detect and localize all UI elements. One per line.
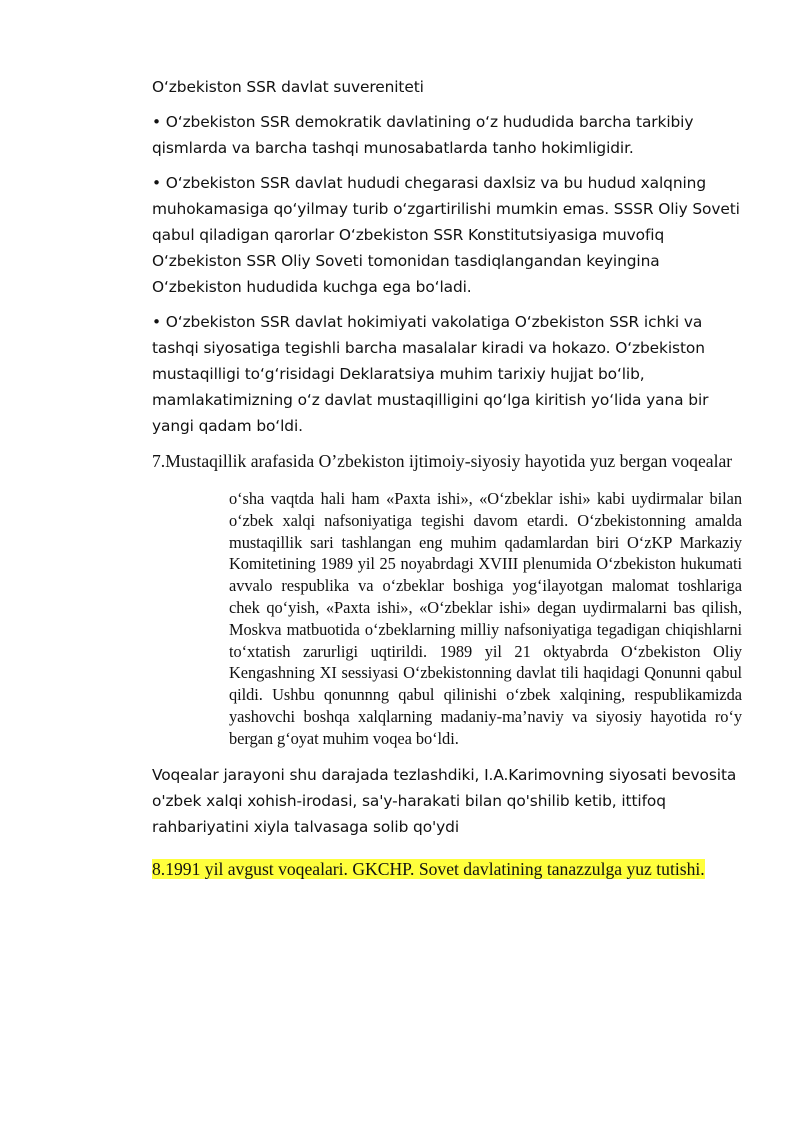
- document-content: [152, 74, 752, 882]
- bullet-paragraph-3: • O‘zbekiston SSR davlat hokimiyati vakolatiga O‘zbekiston SSR ichki va tashqi siyosatiga tegishli barcha masalalar kiradi va hokazo. O‘zbekiston mustaqilligi to‘g‘risidagi Deklaratsiya muhim tarixiy hujjat bo‘lib, mamlakatimizning o‘z davlat mustaqilligini qo‘lga kiritish yo‘lida yana bir yangi qadam bo‘ldi.: [152, 313, 709, 435]
- paragraph-after-quote: Voqealar jarayoni shu darajada tezlashdiki, I.A.Karimovning siyosati bevosita o'zbek xalqi xohish-irodasi, sa'y-harakati bilan qo'shilib ketib, ittifoq rahbariyatini xiyla talvasaga solib qo'ydi: [152, 765, 737, 836]
- heading-8-container: [152, 856, 712, 882]
- heading-8-highlighted: 8.1991 yil avgust voqealari. GKCHP. Sovet davlatining tanazzulga yuz tutishi.: [152, 858, 705, 879]
- bullet-paragraph-2: • O‘zbekiston SSR davlat hududi chegarasi daxlsiz va bu hudud xalqning muhokamasiga qo‘yilmay turib o‘zgartirilishi mumkin emas. SSSR Oliy Soveti qabul qiladigan qarorlar O‘zbekiston SSR Konstitutsiyasiga muvofiq O‘zbekiston SSR Oliy Soveti tomonidan tasdiqlangandan keyingina O‘zbekiston hududida kuchga ega bo‘ladi.: [152, 174, 740, 296]
- indented-quote-paragraph: o‘sha vaqtda hali ham «Paxta ishi», «O‘zbeklar ishi» kabi uydirmalar bilan o‘zbek xalqi nafsoniyatiga tegishi davom etardi. O‘zbekistonning amalda mustaqillik sari tashlangan eng muhim qadamlardan biri O‘zKP Markaziy Komitetining 1989 yil 25 noyabrdagi XVIII plenumida O‘zbekiston hukumati avvalo respublika va o‘zbeklar boshiga yog‘ilayotgan malomat toshlariga chek qo‘yish, «Paxta ishi», «O‘zbeklar ishi» degan uydirmalarni bas qilish, Moskva matbuotida o‘zbeklarning milliy nafsoniyatiga tegadigan chiqishlarni to‘xtatish zarurligi uqtirildi. 1989 yil 21 oktyabrda O‘zbekiston Oliy Kengashning XI sessiyasi O‘zbekistonning davlat tili haqidagi Qonunni qabul qildi. Ushbu qonunnng qabul qilinishi o‘zbek xalqining, respublikamizda yashovchi boshqa xalqlarning madaniy-ma’naviy va siyosiy hayotida ro‘y bergan g‘oyat muhim voqea bo‘ldi.: [229, 489, 742, 748]
- heading-7: 7.Mustaqillik arafasida O’zbekiston ijtimoiy-siyosiy hayotida yuz bergan voqealar: [152, 451, 733, 471]
- section-title: O‘zbekiston SSR davlat suvereniteti: [152, 78, 424, 96]
- bullet-paragraph-1: • O‘zbekiston SSR demokratik davlatining o‘z hududida barcha tarkibiy qismlarda va barcha tashqi munosabatlarda tanho hokimligidir.: [152, 113, 694, 157]
